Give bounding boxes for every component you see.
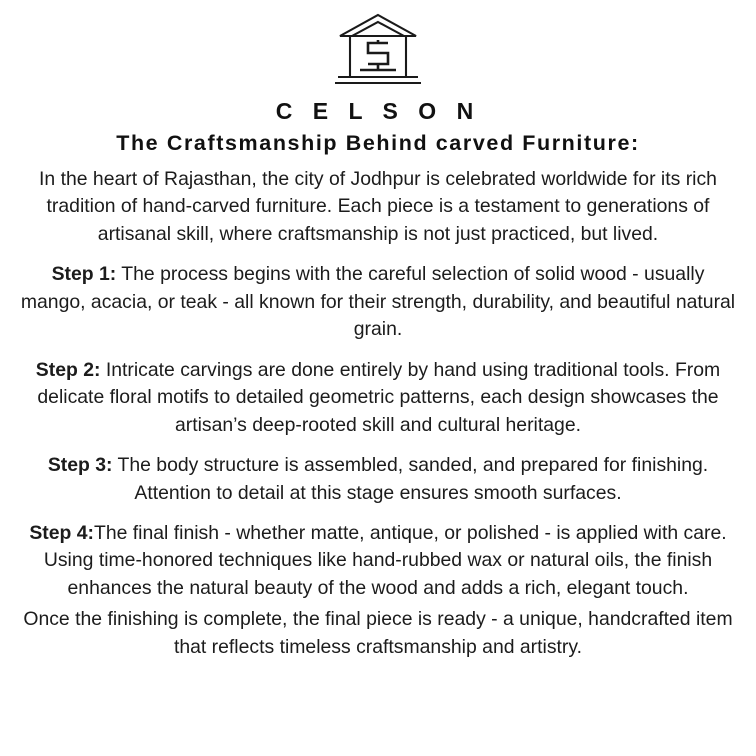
step-2-label: Step 2: — [35, 358, 101, 381]
step-3-paragraph — [18, 452, 738, 507]
intro-paragraph: In the heart of Rajasthan, the city of Jodhpur is celebrated worldwide for its rich tradition of hand-carved furniture. Each piece is a testament to generations of artisanal skill, where craftsmanship is not just practiced, but lived. — [39, 168, 717, 245]
step-4-label: Step 4: — [29, 521, 94, 544]
closing-paragraph: Once the finishing is complete, the final piece is ready - a unique, handcrafted item that reflects timeless craftsmanship and artistry. — [23, 608, 733, 658]
page-title: The Craftsmanship Behind carved Furniture: — [116, 131, 640, 155]
step-2-paragraph — [18, 357, 738, 439]
step-1-text: The process begins with the careful selection of solid wood - usually mango, acacia, or teak - all known for their strength, durability, and beautiful natural grain. — [20, 263, 736, 341]
house-monogram-logo — [330, 10, 426, 90]
step-4-text: The final finish - whether matte, antique, or polished - is applied with care. Using time-honored techniques like hand-rubbed wax or natural oils, the finish enhances the natural beauty of the wood and adds a rich, elegant touch. — [43, 521, 727, 599]
brand-name: C E L S O N — [275, 98, 481, 124]
article-body — [18, 166, 738, 661]
brand-logo — [330, 10, 426, 90]
step-2-text: Intricate carvings are done entirely by hand using traditional tools. From delicate floral motifs to detailed geometric patterns, each design showcases the artisan’s deep-rooted skill and cultural heritage. — [37, 358, 721, 436]
step-1-label: Step 1: — [51, 263, 117, 286]
step-1-paragraph — [18, 261, 738, 343]
step-3-text: The body structure is assembled, sanded, and prepared for finishing. Attention to detail at this stage ensures smooth surfaces. — [112, 454, 709, 504]
step-3-label: Step 3: — [47, 454, 113, 477]
step-4-paragraph — [18, 520, 738, 602]
